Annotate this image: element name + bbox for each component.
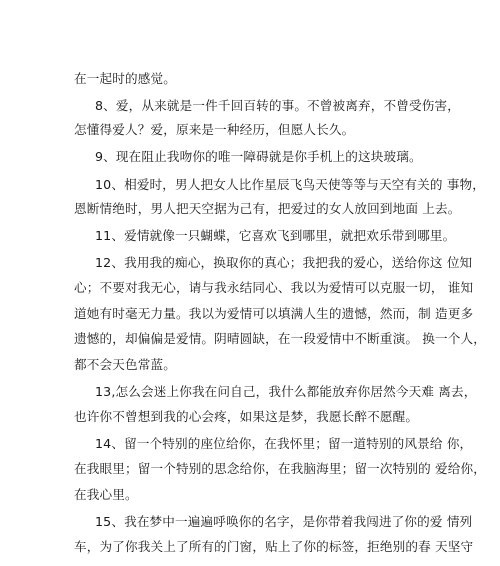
text-line: 8、爱，从来就是一件千回百转的事。不曾被离弃，不曾受伤害， xyxy=(95,98,460,113)
text-line: 13,怎么会迷上你我在问自己，我什么都能放弃你居然今天难 离去， xyxy=(95,384,477,399)
text-line: 怎懂得爱人？爱，原来是一种经历，但愿人长久。 xyxy=(74,122,355,137)
text-line: 在我眼里；留一个特别的思念给你，在我脑海里；留一次特别的 爱给你， xyxy=(74,461,486,476)
text-line: 在我心里。 xyxy=(74,487,138,502)
text-line: 11、爱情就像一只蝴蝶，它喜欢飞到哪里，就把欢乐带到哪里。 xyxy=(95,228,456,243)
text-line: 在一起时的感觉。 xyxy=(74,71,176,86)
text-line: 12、我用我的痴心，换取你的真心；我把我的爱心，送给你这 位知 xyxy=(95,255,473,270)
text-line: 10、相爱时，男人把女人比作星辰飞鸟天使等等与天空有关的 事物， xyxy=(95,177,486,192)
text-line: 恩断情绝时，男人把天空据为己有，把爱过的女人放回到地面 上去。 xyxy=(74,201,461,216)
text-line: 9、现在阻止我吻你的唯一障碍就是你手机上的这块玻璃。 xyxy=(95,149,422,164)
text-line: 都不会天色常蓝。 xyxy=(74,357,176,372)
text-line: 15、我在梦中一遍遍呼唤你的名字，是你带着我闯进了你的爱 情列 xyxy=(95,514,473,529)
text-line: 也许你不曾想到我的心会疼，如果这是梦，我愿长醉不愿醒。 xyxy=(74,409,419,424)
text-line: 车，为了你我关上了所有的门窗，贴上了你的标签，拒绝别的春 天坚守 xyxy=(74,539,474,554)
text-line: 14、留一个特别的座位给你，在我怀里；留一道特别的风景给 你， xyxy=(95,436,473,451)
text-line: 心；不要对我无心，请与我永结同心、我以为爱情可以克服一切， 谁知 xyxy=(74,280,474,295)
text-line: 遗憾的，却偏偏是爱情。阴晴圆缺，在一段爱情中不断重演。 换一个人， xyxy=(74,331,486,346)
text-line: 道她有时毫无力量。我以为爱情可以填满人生的遗憾，然而，制 造更多 xyxy=(74,306,474,321)
